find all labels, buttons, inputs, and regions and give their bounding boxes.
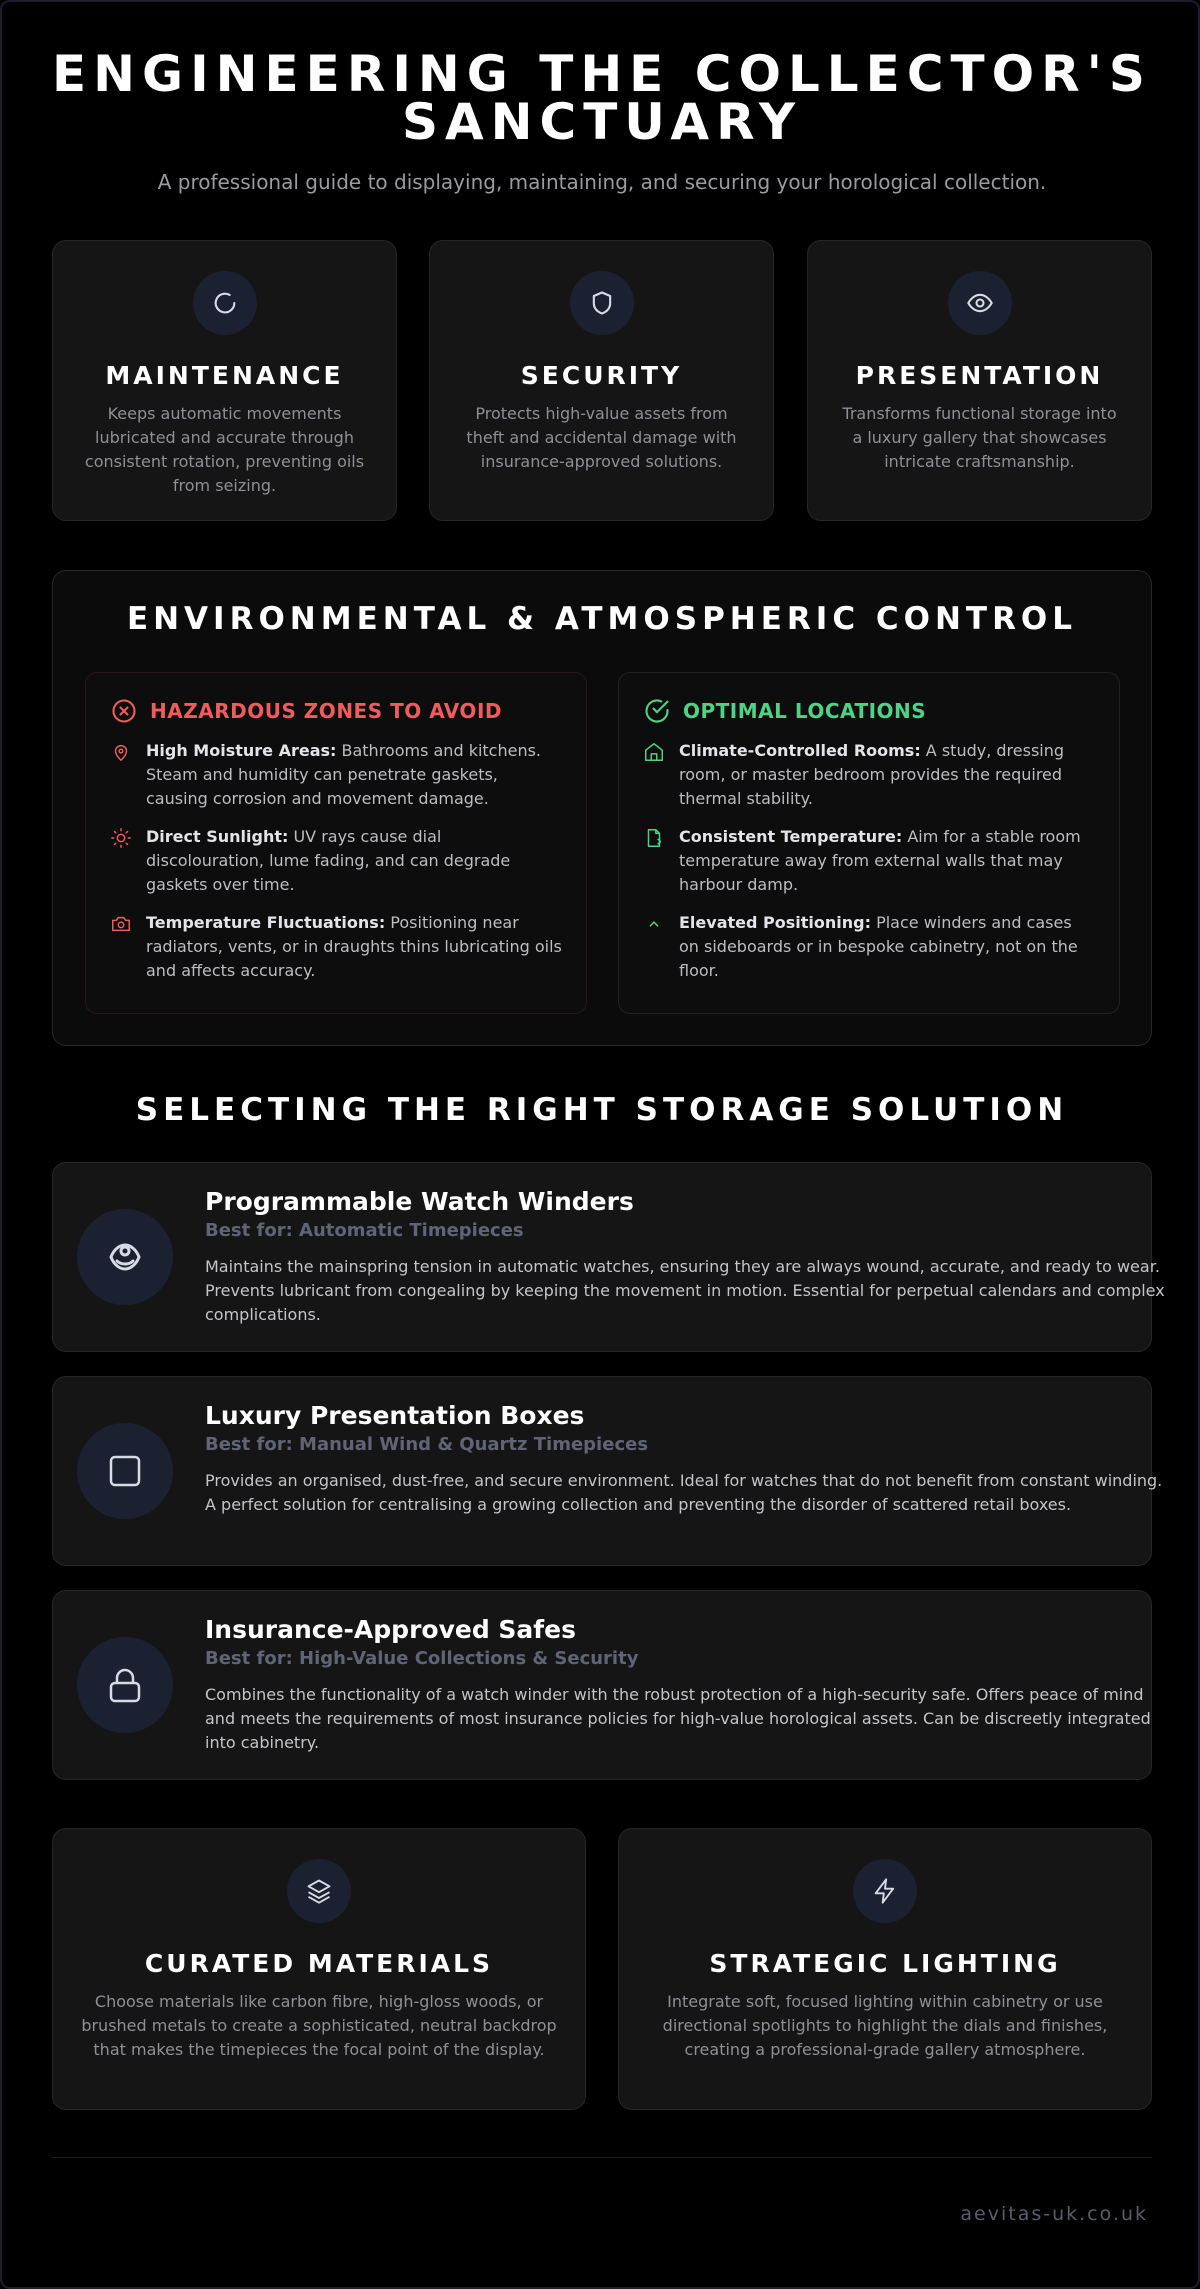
feature-card-maintenance xyxy=(52,240,397,521)
extra-text: Choose materials like carbon fibre, high-gloss woods, or brushed metals to create a sophisticated, neutral backdrop that makes the timepieces the focal point of the display. xyxy=(81,1992,557,2059)
item-label: High Moisture Areas: xyxy=(146,741,337,760)
feature-title: MAINTENANCE xyxy=(105,361,344,390)
page-subtitle: A professional guide to displaying, maintaining, and securing your horological collection. xyxy=(157,170,1047,194)
item-label: Consistent Temperature: xyxy=(679,827,903,846)
page-title xyxy=(52,45,1152,151)
hero-section xyxy=(52,45,1152,194)
feature-card-presentation xyxy=(807,240,1152,521)
layers-icon xyxy=(287,1859,351,1923)
rotate-icon xyxy=(193,271,257,335)
list-item xyxy=(643,825,1095,897)
list-item xyxy=(110,825,562,897)
extra-card-lighting xyxy=(618,1828,1152,2110)
item-text: Place winders and cases on sideboards or in bespoke cabinetry, not on the floor. xyxy=(679,913,1078,980)
camera-icon xyxy=(110,913,132,935)
page-title-line-1: ENGINEERING THE COLLECTOR'S xyxy=(52,45,1152,103)
x-circle-icon xyxy=(110,697,138,725)
home-icon xyxy=(643,741,665,763)
storage-section-title: SELECTING THE RIGHT STORAGE SOLUTION xyxy=(135,1092,1069,1128)
list-item xyxy=(643,739,1095,811)
solution-title: Insurance-Approved Safes xyxy=(205,1615,577,1644)
hazard-zone-panel xyxy=(85,672,587,1014)
extra-title: STRATEGIC LIGHTING xyxy=(709,1949,1061,1978)
feature-text: Protects high-value assets from theft and accidental damage with insurance-approved solutions. xyxy=(466,404,737,471)
check-circle-icon xyxy=(643,697,671,725)
optimal-heading: OPTIMAL LOCATIONS xyxy=(683,699,927,723)
footer-divider xyxy=(52,2157,1152,2158)
map-pin-icon xyxy=(110,741,132,763)
solution-description: Combines the functionality of a watch winder with the robust protection of a high-security safe. Offers peace of mind and meets the requirements of most insurance policies for high-value horological assets. Can be discreetly integrated into cabinetry. xyxy=(205,1685,1151,1752)
item-label: Elevated Positioning: xyxy=(679,913,871,932)
solution-title: Luxury Presentation Boxes xyxy=(205,1401,585,1430)
chevron-up-icon xyxy=(643,913,665,935)
box-icon xyxy=(77,1423,173,1519)
environment-section xyxy=(52,570,1152,1046)
feature-text: Transforms functional storage into a luxury gallery that showcases intricate craftsmanship. xyxy=(842,404,1117,471)
lock-icon xyxy=(77,1637,173,1733)
feature-card-security xyxy=(429,240,774,521)
eye-icon xyxy=(948,271,1012,335)
footer-site-link[interactable]: aevitas-uk.co.uk xyxy=(960,2203,1148,2225)
list-item xyxy=(110,739,562,811)
winder-icon xyxy=(77,1209,173,1305)
solution-card-watch-winders xyxy=(52,1162,1165,1352)
solution-card-presentation-boxes xyxy=(52,1376,1163,1566)
item-label: Temperature Fluctuations: xyxy=(146,913,386,932)
lightning-icon xyxy=(853,1859,917,1923)
solution-description: Maintains the mainspring tension in automatic watches, ensuring they are always wound, accurate, and ready to wear. Prevents lubricant from congealing by keeping the movement in motion. Essential for perpetual calendars and complex complications. xyxy=(205,1257,1165,1324)
sun-icon xyxy=(110,827,132,849)
item-label: Direct Sunlight: xyxy=(146,827,289,846)
hazard-heading: HAZARDOUS ZONES TO AVOID xyxy=(150,699,502,723)
item-text: Bathrooms and kitchens. Steam and humidity can penetrate gaskets, causing corrosion and movement damage. xyxy=(146,741,542,808)
optimal-zone-panel xyxy=(618,672,1120,1014)
extra-text: Integrate soft, focused lighting within cabinetry or use directional spotlights to highlight the dials and finishes, creating a professional-grade gallery atmosphere. xyxy=(662,1992,1108,2059)
feature-title: SECURITY xyxy=(520,361,683,390)
solution-description: Provides an organised, dust-free, and secure environment. Ideal for watches that do not benefit from constant winding. A perfect solution for centralising a growing collection and preventing the disorder of scattered retail boxes. xyxy=(205,1471,1163,1514)
feature-title: PRESENTATION xyxy=(855,361,1104,390)
solution-title: Programmable Watch Winders xyxy=(205,1187,634,1216)
solution-card-safes xyxy=(52,1590,1152,1780)
solution-best-for: Best for: High-Value Collections & Security xyxy=(205,1648,639,1669)
feature-text: Keeps automatic movements lubricated and accurate through consistent rotation, preventing oils from seizing. xyxy=(84,404,365,495)
extra-title: CURATED MATERIALS xyxy=(144,1949,494,1978)
item-label: Climate-Controlled Rooms: xyxy=(679,741,921,760)
item-text: UV rays cause dial discolouration, lume fading, and can degrade gaskets over time. xyxy=(146,827,511,894)
item-text: Aim for a stable room temperature away from external walls that may harbour damp. xyxy=(679,827,1081,894)
solution-best-for: Best for: Manual Wind & Quartz Timepieces xyxy=(205,1434,649,1455)
extra-card-materials xyxy=(52,1828,586,2110)
shield-icon xyxy=(570,271,634,335)
item-text: A study, dressing room, or master bedroom provides the required thermal stability. xyxy=(679,741,1065,808)
list-item xyxy=(110,911,562,983)
solution-best-for: Best for: Automatic Timepieces xyxy=(205,1220,524,1241)
item-text: Positioning near radiators, vents, or in draughts thins lubricating oils and affects accuracy. xyxy=(146,913,562,980)
environment-title: ENVIRONMENTAL & ATMOSPHERIC CONTROL xyxy=(126,601,1078,637)
page-title-line-2: SANCTUARY xyxy=(401,93,803,151)
list-item xyxy=(643,911,1095,983)
file-icon xyxy=(643,827,665,849)
